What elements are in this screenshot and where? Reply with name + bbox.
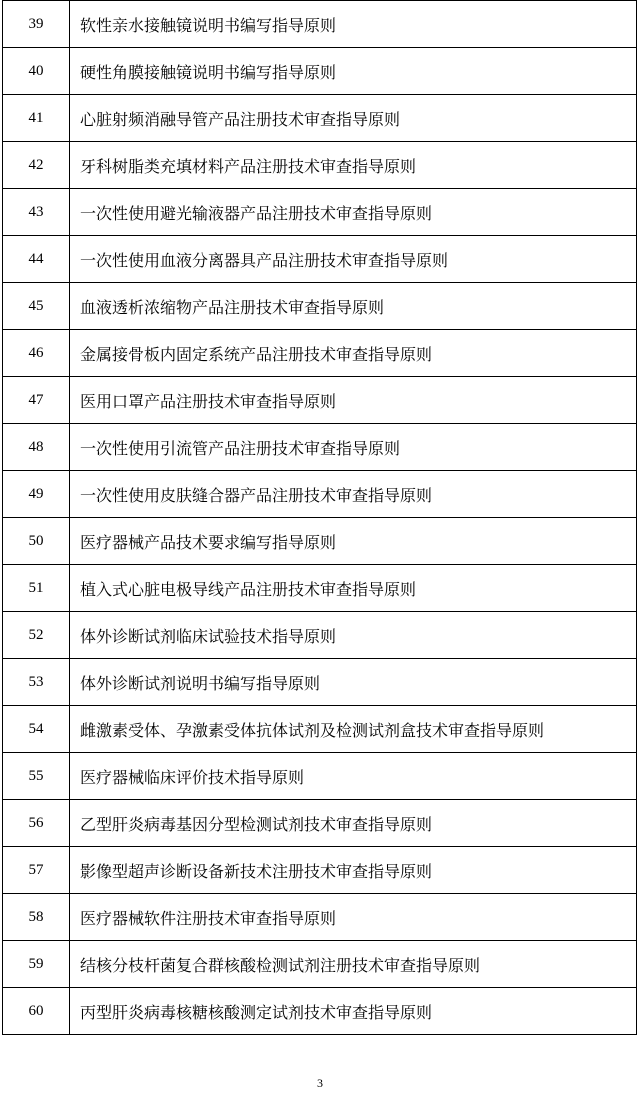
- row-number: 46: [3, 330, 70, 377]
- table-row: [3, 189, 637, 236]
- table-row: [3, 424, 637, 471]
- guideline-title: 影像型超声诊断设备新技术注册技术审查指导原则: [70, 847, 637, 894]
- table-row: [3, 1, 637, 48]
- table-row: [3, 283, 637, 330]
- row-number: 42: [3, 142, 70, 189]
- guideline-title: 医用口罩产品注册技术审查指导原则: [70, 377, 637, 424]
- guideline-title: 医疗器械产品技术要求编写指导原则: [70, 518, 637, 565]
- table-row: [3, 659, 637, 706]
- row-number: 53: [3, 659, 70, 706]
- row-number: 56: [3, 800, 70, 847]
- row-number: 45: [3, 283, 70, 330]
- table-row: [3, 894, 637, 941]
- table-row: [3, 847, 637, 894]
- table-row: [3, 330, 637, 377]
- table-body: [3, 1, 637, 1035]
- table-row: [3, 95, 637, 142]
- guideline-title: 牙科树脂类充填材料产品注册技术审查指导原则: [70, 142, 637, 189]
- row-number: 55: [3, 753, 70, 800]
- guideline-title: 金属接骨板内固定系统产品注册技术审查指导原则: [70, 330, 637, 377]
- table-row: [3, 800, 637, 847]
- guideline-title: 植入式心脏电极导线产品注册技术审查指导原则: [70, 565, 637, 612]
- page-number: 3: [317, 1076, 323, 1090]
- table-row: [3, 988, 637, 1035]
- guideline-title: 一次性使用皮肤缝合器产品注册技术审查指导原则: [70, 471, 637, 518]
- guideline-table: [2, 0, 637, 1035]
- row-number: 43: [3, 189, 70, 236]
- guideline-title: 软性亲水接触镜说明书编写指导原则: [70, 1, 637, 48]
- table-row: [3, 941, 637, 988]
- guideline-title: 一次性使用血液分离器具产品注册技术审查指导原则: [70, 236, 637, 283]
- row-number: 52: [3, 612, 70, 659]
- row-number: 47: [3, 377, 70, 424]
- guideline-title: 心脏射频消融导管产品注册技术审查指导原则: [70, 95, 637, 142]
- table-row: [3, 377, 637, 424]
- table-row: [3, 753, 637, 800]
- guideline-title: 医疗器械软件注册技术审查指导原则: [70, 894, 637, 941]
- row-number: 57: [3, 847, 70, 894]
- row-number: 54: [3, 706, 70, 753]
- row-number: 49: [3, 471, 70, 518]
- guideline-title: 体外诊断试剂临床试验技术指导原则: [70, 612, 637, 659]
- row-number: 60: [3, 988, 70, 1035]
- guideline-title: 硬性角膜接触镜说明书编写指导原则: [70, 48, 637, 95]
- row-number: 44: [3, 236, 70, 283]
- guideline-title: 雌激素受体、孕激素受体抗体试剂及检测试剂盒技术审查指导原则: [70, 706, 637, 753]
- table-row: [3, 471, 637, 518]
- row-number: 59: [3, 941, 70, 988]
- guideline-title: 血液透析浓缩物产品注册技术审查指导原则: [70, 283, 637, 330]
- row-number: 51: [3, 565, 70, 612]
- guideline-title: 乙型肝炎病毒基因分型检测试剂技术审查指导原则: [70, 800, 637, 847]
- guideline-title: 体外诊断试剂说明书编写指导原则: [70, 659, 637, 706]
- table-row: [3, 612, 637, 659]
- guideline-title: 一次性使用引流管产品注册技术审查指导原则: [70, 424, 637, 471]
- guideline-title: 丙型肝炎病毒核糖核酸测定试剂技术审查指导原则: [70, 988, 637, 1035]
- table-row: [3, 518, 637, 565]
- table-row: [3, 706, 637, 753]
- table-row: [3, 48, 637, 95]
- guideline-title: 医疗器械临床评价技术指导原则: [70, 753, 637, 800]
- table-row: [3, 565, 637, 612]
- guideline-title: 结核分枝杆菌复合群核酸检测试剂注册技术审查指导原则: [70, 941, 637, 988]
- row-number: 40: [3, 48, 70, 95]
- row-number: 58: [3, 894, 70, 941]
- table-row: [3, 236, 637, 283]
- guideline-title: 一次性使用避光输液器产品注册技术审查指导原则: [70, 189, 637, 236]
- table-row: [3, 142, 637, 189]
- row-number: 41: [3, 95, 70, 142]
- row-number: 48: [3, 424, 70, 471]
- row-number: 39: [3, 1, 70, 48]
- row-number: 50: [3, 518, 70, 565]
